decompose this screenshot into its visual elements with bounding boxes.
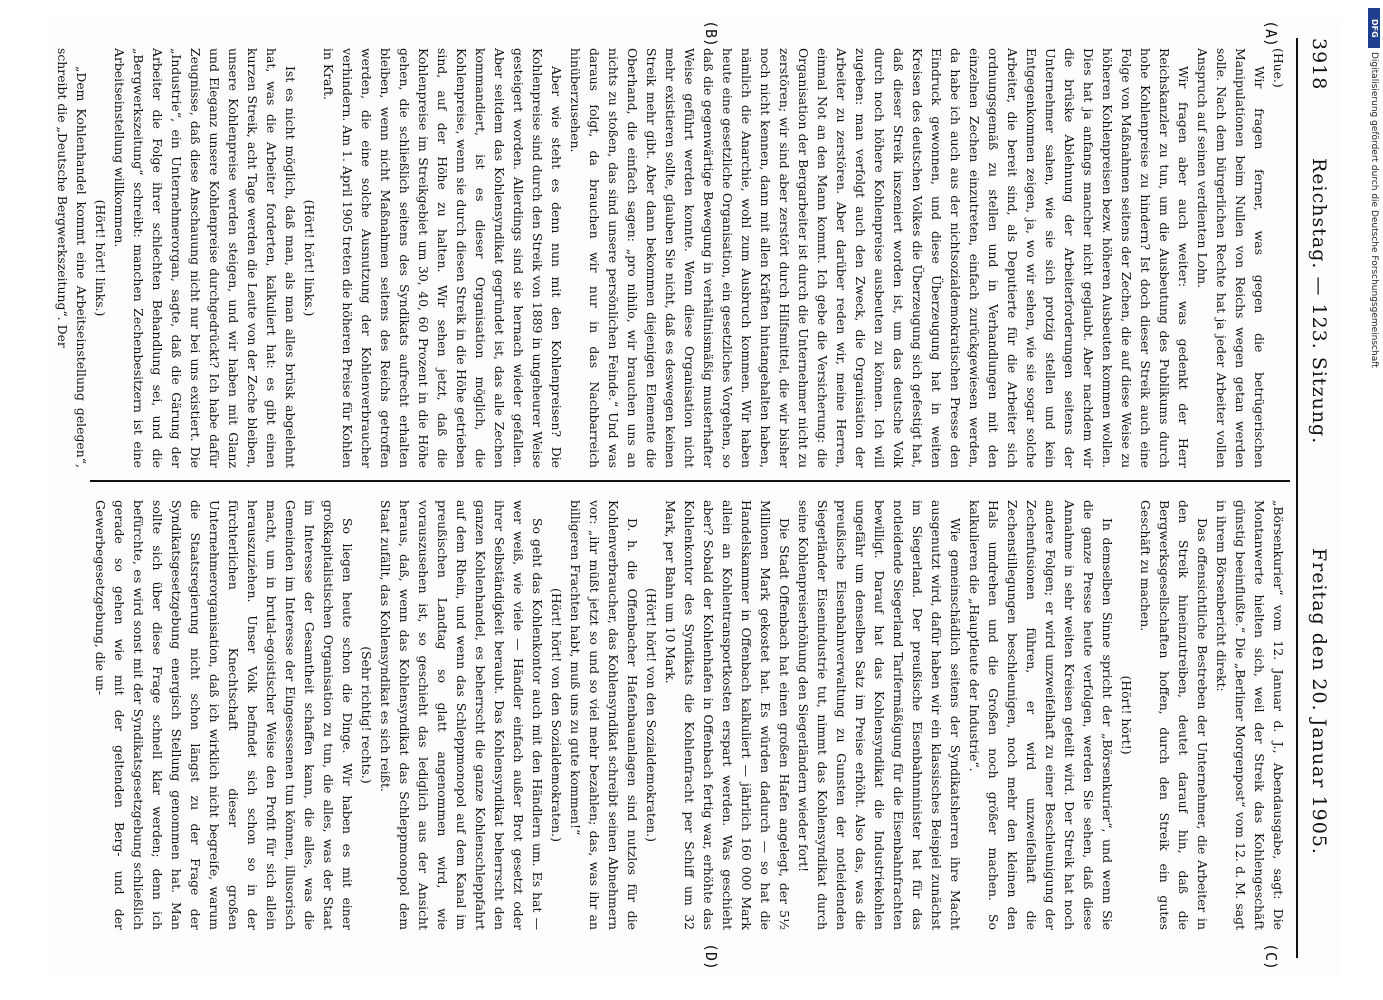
header-rule: [1296, 38, 1298, 958]
paragraph: Ist es nicht möglich, daß man, als man alles brüsk abgelehnt hat, was die Arbeiter forderten, kalkuliert hat: es gibt einen kurzen Streik, acht Tage werden die Leute von der Zeche bleiben, unsere Kohlenpreise werden steigen, und wir haben mit Glanz und Eleganz unsere Kohlenpreise durchgedrückt? Ich habe dafür Zeugnisse, daß diese Anschauung nicht nur bei uns existiert. Die „Industrie“, ein Unternehmerorgan, sagte, daß die Gärung der Arbeiter die Folge ihrer schlechten Behandlung sei, und die „Bergwerkszeitung“ schreibt: manchen Zechenbesitzern ist eine Arbeitseinstellung willkommen.: [112, 48, 298, 468]
margin-letter-a: (A): [1262, 20, 1280, 48]
paragraph: Wie gemeinschädlich seitens der Syndikatsherren ihre Macht ausgenutzt wird, dafür haben wir ein klassisches Beispiel zunächst im Siegerland. Der preußische Eisenbahnminister hat für das notleidende Siegerland Tarifermäßigung für die Eisenbahnfrachten bewilligt. Darauf hat das Kohlensyndikat die Industriekohlen ungefähr um denselben Satz im Preise erhöht. Also das, was die preußische Eisenbahnverwaltung zu Gunsten der notleidenden Siegerländer Eisenindustrie tut, nimmt das Kohlensyndikat durch seine Kohlenpreiserhöhung den Siegerländern wieder fort!: [796, 500, 963, 930]
column-rule: [90, 480, 1290, 482]
paragraph: So liegen heute schon die Dinge. Wir haben es mit einer großkapitalistischen Organisation zu tun, die alles, was der Staat im Interesse der Gesamtheit schaffen kann, die alles, was die Gemeinden im Interesse der Eingesessenen tun können, illusorisch macht, um in brutal-egoistischer Weise den Profit für sich allein herauszuziehen. Unser Volk befindet sich schon so in der fürchterlichen Knechtschaft dieser großen Unternehmerorganisation, daß ich wirklich nicht begreife, warum die Staatsregierung nicht schon längst zu der Frage der Syndikatsgesetzgebung energisch Stellung genommen hat. Man sollte sich über diese Frage schnell klar werden; denn ich befürchte, es wird sonst mit der Syndikatsgesetzgebung schließlich gerade so gehen wie mit der geltenden Berg- und der Gewerbegesetzgebung, die un-: [93, 500, 355, 930]
left-column: [55, 48, 1288, 468]
interjection: (Hört! hört! von den Sozialdemokraten.): [644, 588, 659, 842]
right-column: [73, 500, 1288, 930]
paragraph: „Dem Kohlenhandel kommt eine Arbeitseinstellung gelegen“, schreibt die „Deutsche Bergwerkszeitung“. Der: [55, 48, 89, 468]
interjection: (Sehr richtig! rechts.): [359, 646, 374, 784]
margin-letter-d: (D): [702, 943, 720, 971]
quotation: Das offensichtliche Bestreben der Unternehmer, die Arbeiter in den Streik hineinzutreiben, deutet darauf hin, daß die Bergwerksgesellschaften hoffen, durch den Streik ein gutes Geschäft zu machen.: [1138, 500, 1210, 930]
session-title: Reichstag. — 123. Sitzung.: [1308, 158, 1330, 445]
running-head: [1300, 38, 1330, 958]
interjection: (Hört! hört!): [1119, 675, 1134, 755]
page-number: 3918: [1308, 38, 1330, 91]
speaker-tag: (Hue.): [1271, 48, 1286, 88]
session-date: Freitag den 20. Januar 1905.: [1308, 548, 1330, 855]
interjection: (Hört! hört! links.): [93, 199, 108, 317]
digitization-note: Digitalisierung gefördert durch die Deutsche Forschungsgemeinschaft: [1369, 52, 1379, 368]
paragraph: D. h. die Offenbacher Hafenbauanlagen sind nutzlos für die Kohlenverbraucher, das Kohlensyndikat schreibt seinen Abnehmern vor: „ihr müßt jetzt so und so viel mehr bezahlen; das, was ihr an billigeren Frachten habt, muß uns zu gute kommen!“: [568, 500, 640, 930]
paragraph: Die Stadt Offenbach hat einen großen Hafen angelegt, der 5½ Millionen Mark gekostet hat. Es würden dadurch — so hat die Handelskammer in Offenbach kalkuliert — jährlich 160 000 Mark allein an Kohlentransportkosten erspart werden. Was geschieht aber? Sobald der Kohlenhafen in Offenbach fertig war, erhöhte das Kohlenkontor des Syndikats die Kohlenfracht per Schiff um 32 Mark, per Bahn um 10 Mark.: [663, 500, 792, 930]
newspaper-page: [50, 18, 1340, 978]
interjection: (Hört! hört! von den Sozialdemokraten.): [549, 588, 564, 842]
paragraph: Wir fragen aber auch weiter: was gedenkt der Herr Reichskanzler zu tun, um die Ausbeutung des Publikums durch hohe Kohlenpreise zu hindern? Ist doch dieser Streik auch eine Folge von Maßnahmen seitens der Zechen, die auf diese Weise zu höheren Kohlenpreisen bezw. höheren Ausbeuten kommen wollen. Dies hat ja anfangs mancher nicht geglaubt. Aber nachdem wir die brüske Ablehnung der Arbeiterforderungen seitens der Unternehmer sahen, wie sie sich protzig stellen und kein Entgegenkommen zeigen, ja, wo wir sehen, wie sie sogar solche Arbeiter, die bereit sind, als Deputierte für die Arbeiter sich ordnungsgemäß zu stellen und in Verhandlungen mit den einzelnen Zechen einzutreten, einfach zurückgewiesen werden, da habe ich auch aus der nichtsozialdemokratischen Presse den Eindruck gewonnen, und diese Überzeugung hat in weiten Kreisen des deutschen Volkes die Überzeugung sich gefestigt hat, daß dieser Streik inszeniert worden ist, um das deutsche Volk durch noch höhere Kohlenpreise ausbeuten zu können. Ich will zugeben: man verfolgt auch den Zweck, die Organisation der Arbeiter zu zerstören. Aber darüber reden wir, meine Herren, einmal Not an den Mann kommt. Ich gebe die Versicherung: die Organisation der Bergarbeiter ist durch die Unternehmer nicht zu zerstören; wir sind aber zerstört durch Hilfsmittel, die wir bisher noch nicht kennen, dann mit allen Kräften hintangehalten haben, nämlich die Anarchie, wohl zum Ausbruch kommen. Wir haben heute eine gesetzliche Organisation, ein gesetzliches Vorgehen, so daß die gegenwärtige Bewegung in verhältnismäßig musterhafter Weise geführt werden konnte. Wenn diese Organisation nicht mehr existieren sollte, glauben Sie nicht, daß es deswegen keinen Streik mehr gibt. Aber dann bekommen diejenigen Elemente die Oberhand, die einfach sagen: „pro nihilo, wir brauchen uns an nichts zu stoßen, das sind unsere persönlichen Feinde.“ Und was daraus folgt, da brauchen wir nur in das Nachbarreich hinüberzusehen.: [568, 48, 1191, 468]
paragraph: Wir fragen ferner, was gegen die betrügerischen Manipulationen beim Nullen von Reichs wegen getan werden solle. Nach dem bürgerlichen Rechte hat ja jeder Arbeiter vollen Anspruch auf seinen verdienten Lohn.: [1195, 48, 1267, 468]
paragraph: So geht das Kohlenkontor auch mit den Händlern um. Es hat — wer weiß, wie viele — Händler einfach außer Brot gesetzt oder ihrer Selbständigkeit beraubt. Das Kohlensyndikat beherrscht den ganzen Kohlenhandel, es beherrscht die ganze Kohlenschleppfahrt auf dem Rhein, und wenn das Schleppmonopol auf dem Kanal im preußischen Landtag so glatt angenommen wird, wie vorauszusehen ist, so geschieht das lediglich aus der Ansicht heraus, daß, wenn das Kohlensyndikat das Schleppmonopol dem Staat zufällt, das Kohlensyndikat es sich reißt.: [378, 500, 545, 930]
interjection: (Hört! hört! links.): [302, 199, 317, 317]
dfg-logo: DFG: [1368, 8, 1380, 48]
paragraph: Aber wie steht es denn nun mit den Kohlenpreisen? Die Kohlenpreise sind durch den Streik von 1889 in ungeheurer Weise gesteigert worden. Allerdings sind sie hernach wieder gefallen. Aber seitdem das Kohlensyndikat gegründet ist, das alle Zechen kommandiert, ist es dieser Organisation möglich, die Kohlenpreise, wenn sie durch diesen Streik in die Höhe getrieben sind, auf der Höhe zu halten. Wir sehen jetzt, daß die Kohlenpreise im Streikgebiet um 30, 40, 60 Prozent in die Höhe gehen, die schließlich seitens des Syndikats aufrecht erhalten bleiben, wenn nicht Maßnahmen seitens des Reichs getroffen werden, die eine solche Ausnutzung der Kohlenverbraucher verhindern. Am 1. April 1905 treten die höheren Preise für Kohlen in Kraft.: [321, 48, 564, 468]
paragraph: „Börsenkurier“ vom 12. Januar d. J., Abendausgabe, sagt: Die Montanwerte hielten sich, weil der Streik das Kohlengeschäft günstig beeinflußte.“ Die „Berliner Morgenpost“ vom 12. d. M. sagt in ihrem Börsenbericht direkt:: [1214, 500, 1286, 930]
paragraph: In demselben Sinne spricht der „Börsenkurier“, und wenn Sie die ganze Presse heute verfolgen, werden Sie sehen, daß diese Annahme in sehr weiten Kreisen geteilt wird. Der Streik hat noch andere Folgen; er wird unzweifelhaft zu einer Beschleunigung der Zechenfusionen führen, er wird unzweifelhaft die Zechenstillegungen beschleunigen, noch mehr den kleinen den Hals umdrehen und die Großen noch größer machen. So kalkulieren die „Hauptleute der Industrie“.: [967, 500, 1115, 930]
margin-letter-b: (B): [702, 20, 720, 48]
margin-letter-c: (C): [1262, 943, 1280, 971]
